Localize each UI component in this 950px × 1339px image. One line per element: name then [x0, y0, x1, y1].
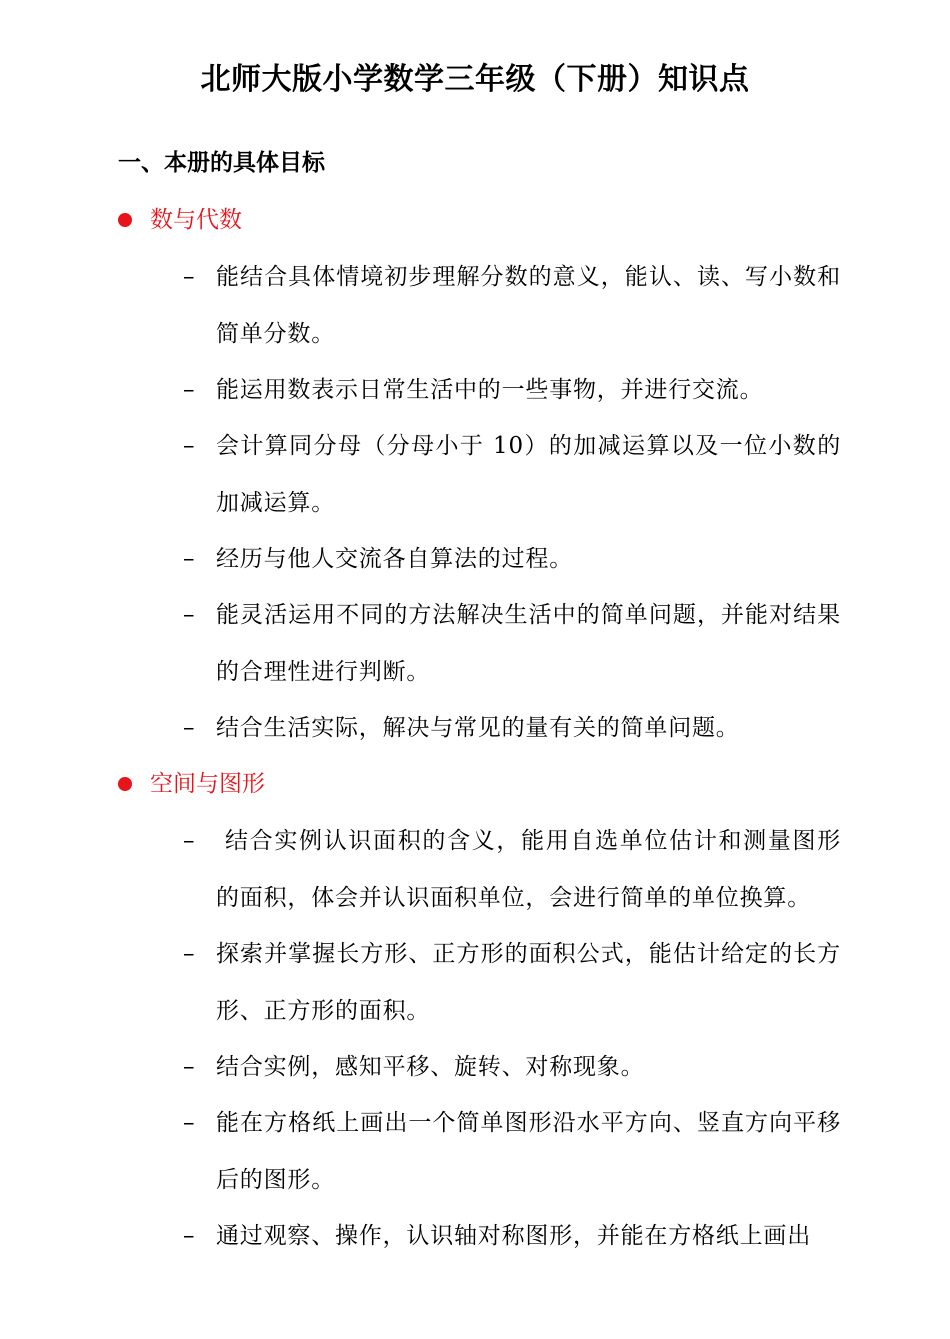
category-label: 空间与图形 — [150, 771, 265, 797]
dash-bullet-icon: – — [183, 264, 195, 290]
list-item-text: 能在方格纸上画出一个简单图形沿水平方向、竖直方向平移后的图形。 — [216, 1110, 841, 1193]
dash-bullet-icon: – — [183, 715, 195, 741]
list-item-text: 能运用数表示日常生活中的一些事物，并进行交流。 — [216, 377, 764, 403]
dash-bullet-icon: – — [183, 1223, 195, 1249]
list-item-text: 结合实例，感知平移、旋转、对称现象。 — [216, 1054, 645, 1080]
list-item-text: 能灵活运用不同的方法解决生活中的简单问题，并能对结果的合理性进行判断。 — [216, 602, 841, 685]
dash-bullet-icon: – — [183, 1110, 195, 1136]
red-circle-bullet-icon — [118, 213, 132, 227]
section-heading: 一、本册的具体目标 — [118, 150, 325, 176]
list-item-text: 探索并掌握长方形、正方形的面积公式，能估计给定的长方形、正方形的面积。 — [216, 941, 841, 1024]
list-item-text: 经历与他人交流各自算法的过程。 — [216, 546, 573, 572]
category-number-and-algebra — [118, 202, 242, 238]
list-item-text: 结合实例认识面积的含义，能用自选单位估计和测量图形的面积，体会并认识面积单位，会进行简单的单位换算。 — [216, 828, 841, 911]
dash-bullet-icon: – — [183, 377, 195, 403]
dash-bullet-icon: – — [183, 602, 195, 628]
list-item-text: 通过观察、操作，认识轴对称图形，并能在方格纸上画出 — [216, 1223, 811, 1249]
red-circle-bullet-icon — [118, 777, 132, 791]
dash-bullet-icon: – — [183, 433, 195, 459]
dash-bullet-icon: – — [183, 941, 195, 967]
category-label: 数与代数 — [150, 207, 242, 233]
dash-bullet-icon: – — [183, 1054, 195, 1080]
dash-bullet-icon: – — [183, 828, 195, 854]
dash-bullet-icon: – — [183, 546, 195, 572]
category-space-and-shapes — [118, 766, 265, 802]
list-item-text: 结合生活实际，解决与常见的量有关的简单问题。 — [216, 715, 740, 741]
list-item-text: 能结合具体情境初步理解分数的意义，能认、读、写小数和简单分数。 — [216, 264, 841, 347]
document-title: 北师大版小学数学三年级（下册）知识点 — [200, 62, 750, 97]
list-item-text: 会计算同分母（分母小于 10）的加减运算以及一位小数的加减运算。 — [216, 433, 841, 516]
